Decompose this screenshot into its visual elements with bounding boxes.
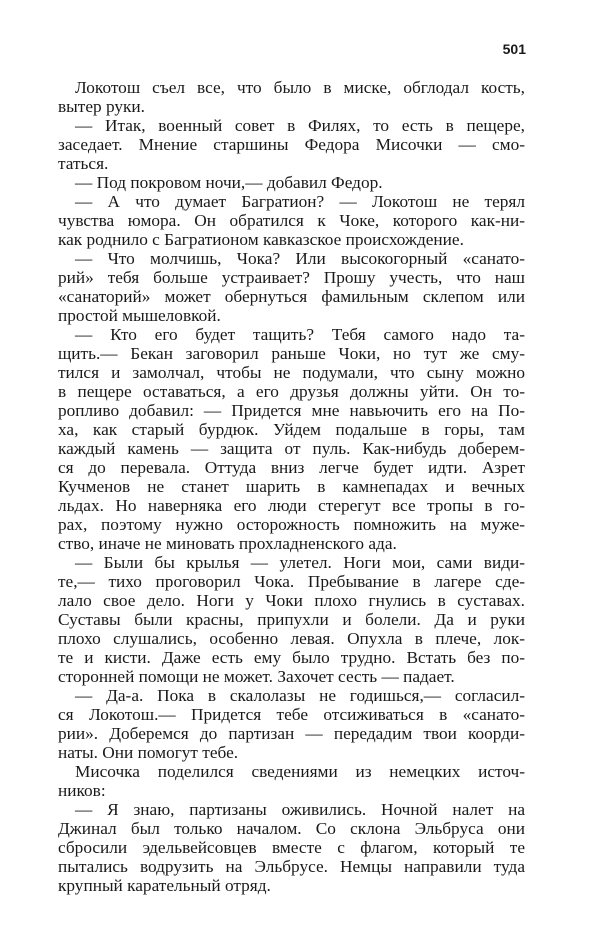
text-line: наты. Они помогут тебе.	[58, 743, 239, 762]
text-line: ство, иначе не миновать прохладненского ада.	[58, 534, 397, 553]
text-line: — Под покровом ночи,— добавил Федор.	[75, 173, 383, 192]
text-line: лало свое дело. Ноги у Чоки плохо гнулись в суставах.	[58, 591, 525, 610]
text-line: — Я знаю, партизаны оживились. Ночной налет на	[75, 800, 525, 819]
text-line: как роднило с Багратионом кавказское происхождение.	[58, 230, 464, 249]
page-number: 501	[502, 41, 526, 57]
text-line: сбросили эдельвейсовцев вместе с флагом, который те	[58, 838, 525, 857]
text-line: Мисочка поделился сведениями из немецких источ-	[75, 762, 525, 781]
text-line: те и кисти. Даже есть ему было трудно. Встать без по-	[58, 648, 525, 667]
text-line: щить.— Бекан заговорил раньше Чоки, но тут же сму-	[58, 344, 525, 363]
text-line: ников:	[58, 781, 106, 800]
paragraph	[58, 116, 525, 173]
text-line: простой мышеловкой.	[58, 306, 221, 325]
text-line: чувства юмора. Он обратился к Чоке, которого как-ни-	[58, 211, 525, 230]
paragraph	[58, 762, 525, 800]
text-line: — Да-а. Пока в скалолазы не годишься,— согласил-	[75, 686, 525, 705]
text-line: каждый камень — защита от пуль. Как-нибудь доберем-	[58, 439, 525, 458]
text-line: — Кто его будет тащить? Тебя самого надо та-	[75, 325, 525, 344]
text-line: ха, как старый бурдюк. Уйдем подальше в горы, там	[58, 420, 525, 439]
text-line: льдах. Но наверняка его люди стерегут все тропы в го-	[58, 496, 525, 515]
text-line: — А что думает Багратион? — Локотош не терял	[75, 192, 525, 211]
body-text	[58, 78, 525, 895]
text-line: рии». Доберемся до партизан — передадим твои коорди-	[58, 724, 525, 743]
text-line: те,— тихо проговорил Чока. Пребывание в лагере сде-	[58, 572, 525, 591]
text-line: сторонней помощи не может. Захочет сесть — падает.	[58, 667, 455, 686]
paragraph	[58, 686, 525, 762]
text-line: Локотош съел все, что было в миске, обглодал кость,	[75, 78, 525, 97]
text-line: — Итак, военный совет в Филях, то есть в пещере,	[75, 116, 525, 135]
paragraph	[58, 553, 525, 686]
text-line: плохо слушались, особенно левая. Опухла в плече, лок-	[58, 629, 525, 648]
text-line: пытались водрузить на Эльбрусе. Немцы направили туда	[58, 857, 525, 876]
text-line: — Были бы крылья — улетел. Ноги мои, сами види-	[75, 553, 525, 572]
text-line: в пещере оставаться, а его друзья должны уйти. Он то-	[58, 382, 525, 401]
paragraph	[58, 249, 525, 325]
text-line: рах, поэтому нужно осторожность помножить на муже-	[58, 515, 525, 534]
text-line: заседает. Мнение старшины Федора Мисочки — смо-	[58, 135, 525, 154]
paragraph	[58, 325, 525, 553]
paragraph	[58, 800, 525, 895]
paragraph	[58, 173, 525, 192]
paragraph	[58, 192, 525, 249]
text-line: Суставы были красны, припухли и болели. Да и руки	[58, 610, 525, 629]
text-line: рий» тебя больше устраивает? Прошу учесть, что наш	[58, 268, 525, 287]
text-line: таться.	[58, 154, 109, 173]
text-line: Джинал был только началом. Со склона Эльбруса они	[58, 819, 525, 838]
text-line: крупный карательный отряд.	[58, 876, 271, 895]
text-line: ропливо добавил: — Придется мне навьючить его на По-	[58, 401, 525, 420]
text-line: тился и замолчал, чтобы не подумали, что сыну можно	[58, 363, 525, 382]
text-line: «санаторий» может обернуться фамильным склепом или	[58, 287, 525, 306]
text-line: вытер руки.	[58, 97, 145, 116]
text-line: ся Локотош.— Придется тебе отсиживаться в «санато-	[58, 705, 525, 724]
text-line: — Что молчишь, Чока? Или высокогорный «санато-	[75, 249, 525, 268]
paragraph	[58, 78, 525, 116]
text-line: ся до перевала. Оттуда вниз легче будет идти. Азрет	[58, 458, 525, 477]
text-line: Кучменов не станет шарить в камнепадах и вечных	[58, 477, 525, 496]
